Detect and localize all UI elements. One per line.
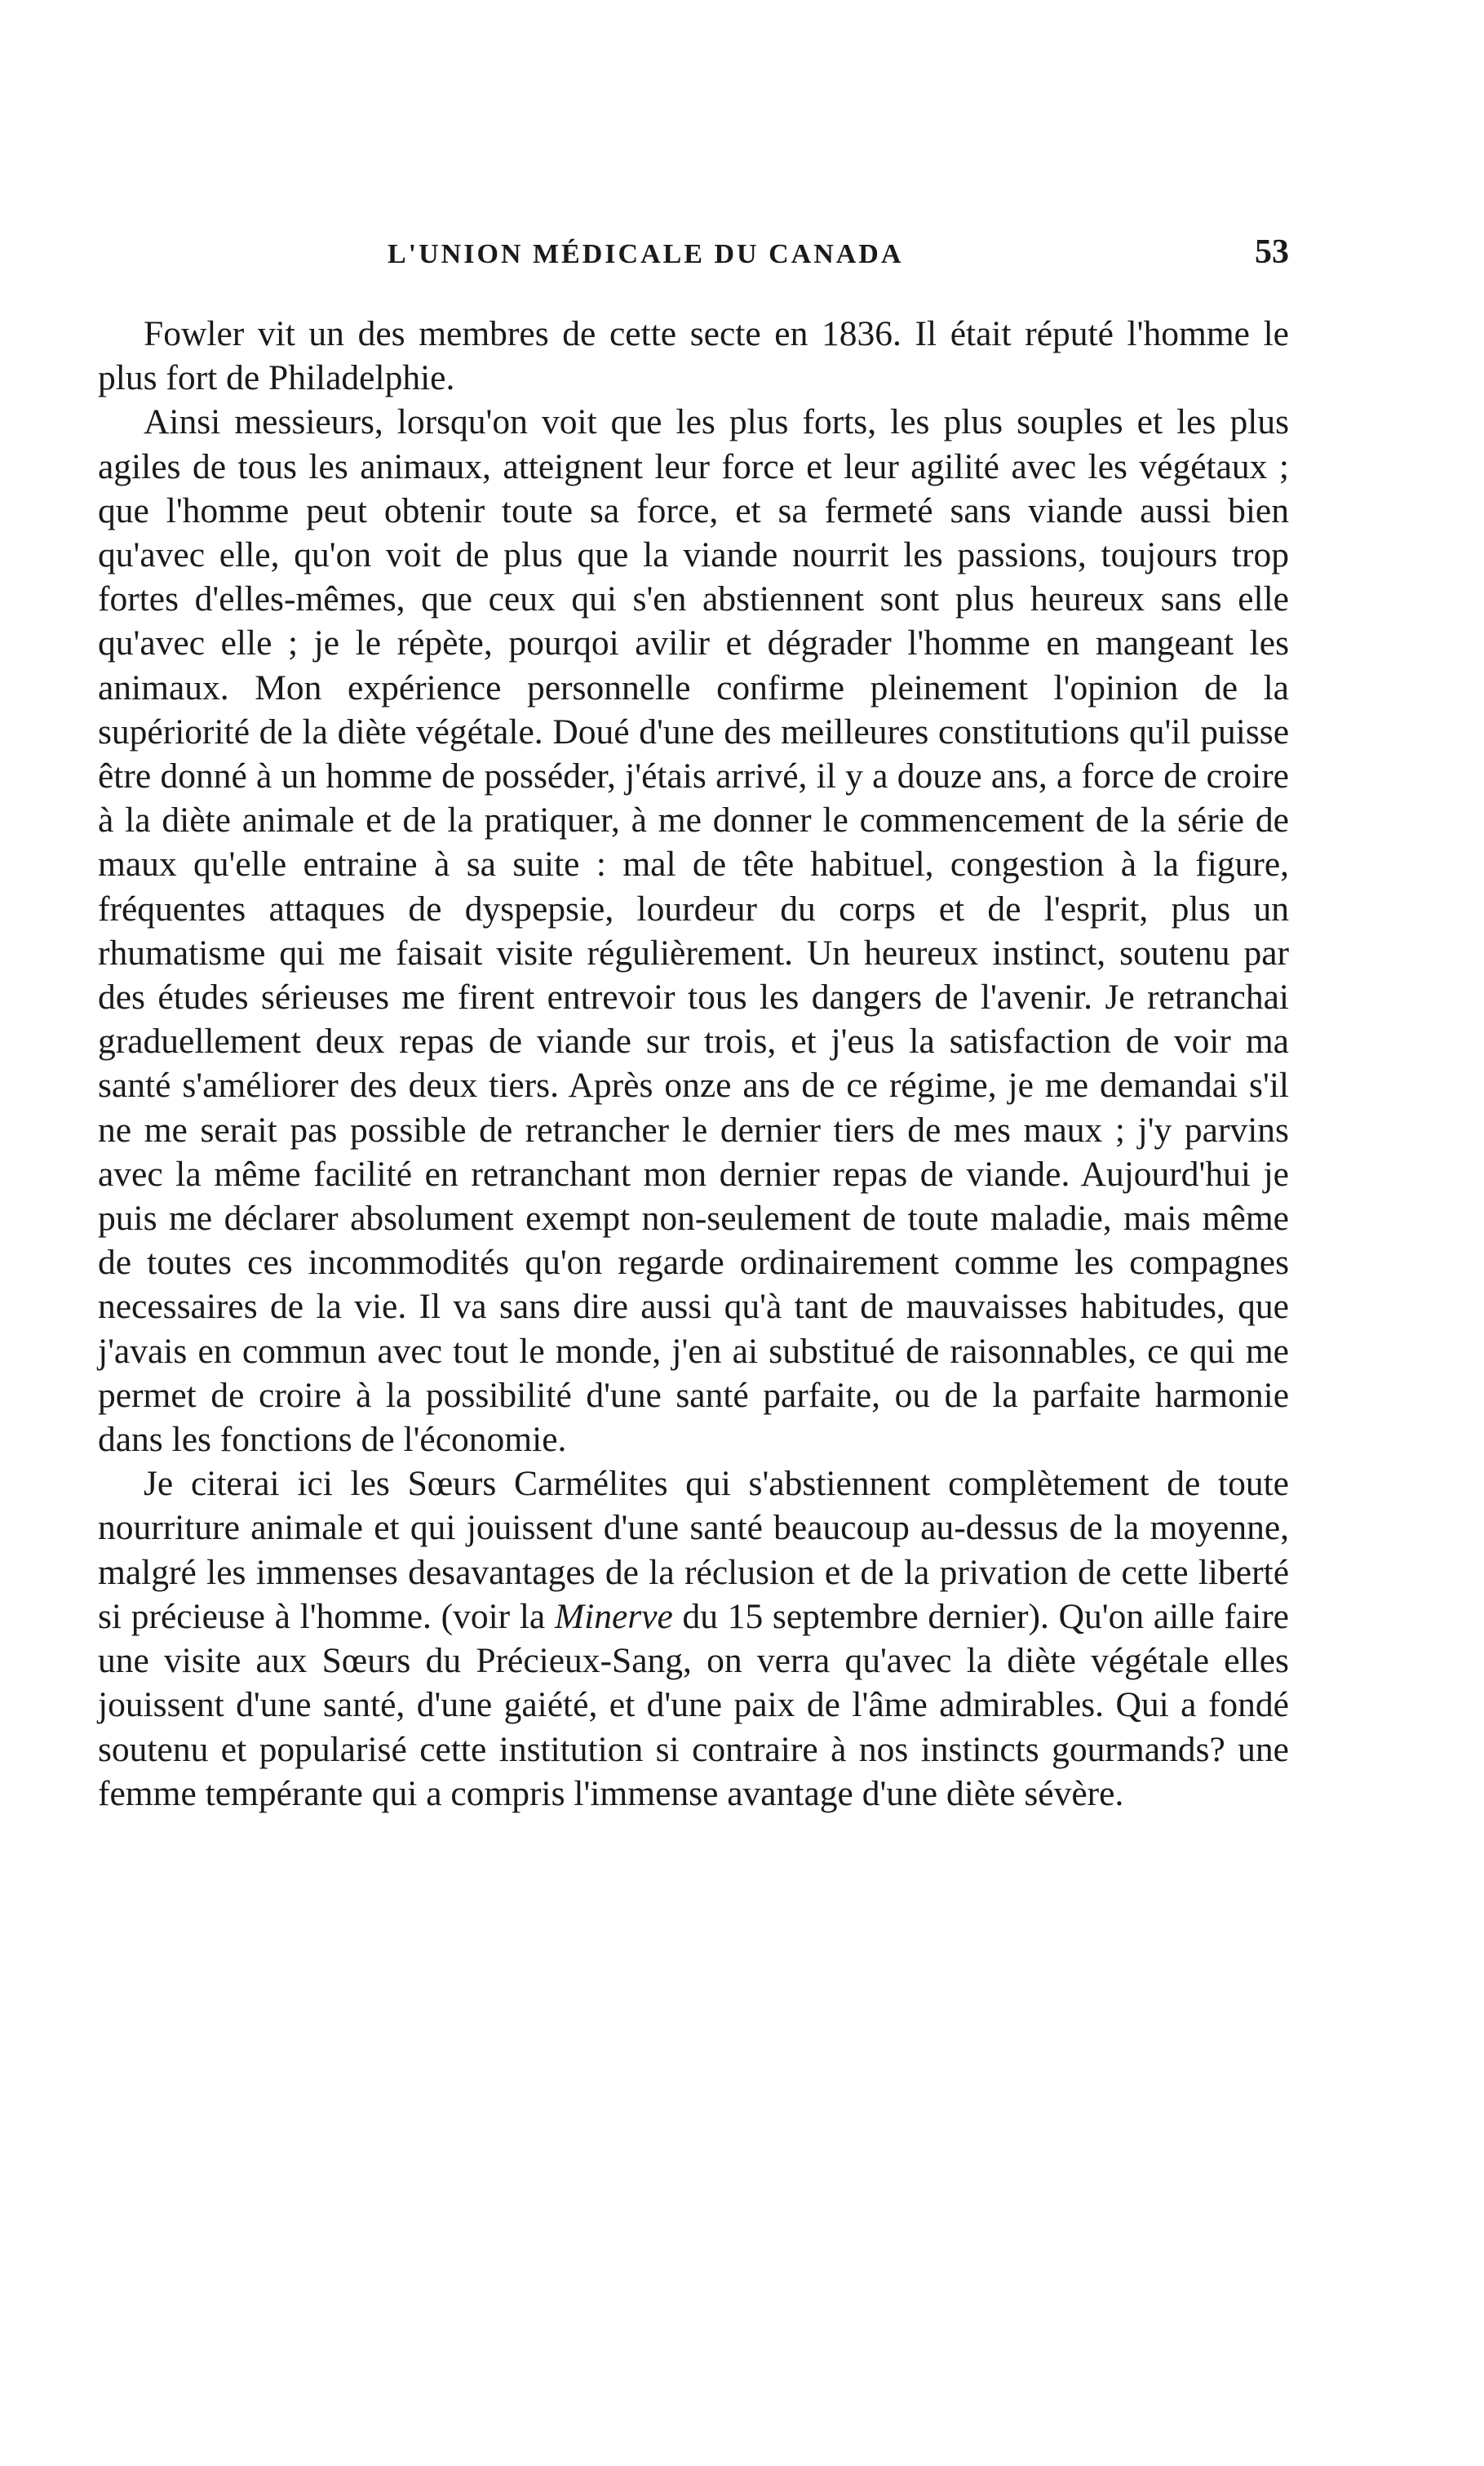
paragraph-1: Fowler vit un des membres de cette secte en 1836. Il était réputé l'homme le plus fort de Philadelphie.: [98, 314, 1289, 398]
paragraph-3-part-1: Je citerai ici les Sœurs Carmélites qui s'abstiennent complètement de toute nourriture animale et qui jouissent d'une santé beaucoup au-dessus de la moyenne, malgré les immenses desavantages de la réclusion et de la privation de cette liberté si précieuse à l'homme. (voir la: [98, 1464, 1289, 1636]
running-title: L'UNION MÉDICALE DU CANADA: [388, 239, 904, 269]
paragraph-2: Ainsi messieurs, lorsqu'on voit que les plus forts, les plus souples et les plus agiles de tous les animaux, atteignent leur force et leur agilité avec les végétaux ; que l'homme peut obtenir toute sa force, et sa fermeté sans viande aussi bien qu'avec elle, qu'on voit de plus que la viande nourrit les passions, toujours trop fortes d'elles-mêmes, que ceux qui s'en abstiennent sont plus heureux sans elle qu'avec elle ; je le répète, pourqoi avilir et dégrader l'homme en mangeant les animaux. Mon expérience personnelle confirme pleinement l'opinion de la supériorité de la diète végétale. Doué d'une des meilleures constitutions qu'il puisse être donné à un homme de posséder, j'étais arrivé, il y a douze ans, a force de croire à la diète animale et de la pratiquer, à me donner le commencement de la série de maux qu'elle entraine à sa suite : mal de tête habituel, congestion à la figure, fréquentes attaques de dyspepsie, lourdeur du corps et de l'esprit, plus un rhumatisme qui me faisait visite régulièrement. Un heureux instinct, soutenu par des études sérieuses me firent entrevoir tous les dangers de l'avenir. Je retranchai graduellement deux repas de viande sur trois, et j'eus la satisfaction de voir ma santé s'améliorer des deux tiers. Après onze ans de ce régime, je me demandai s'il ne me serait pas possible de retrancher le dernier tiers de mes maux ; j'y parvins avec la même facilité en retranchant mon dernier repas de viande. Aujourd'hui je puis me déclarer absolument exempt non-seulement de toute maladie, mais même de toutes ces incommodités qu'on regarde ordinairement comme les compagnes necessaires de la vie. Il va sans dire aussi qu'à tant de mauvaisses habitudes, que j'avais en commun avec tout le monde, j'en ai substitué de raisonnables, ce qui me permet de croire à la possibilité d'une santé parfaite, ou de la parfaite harmonie dans les fonctions de l'économie.: [98, 402, 1289, 1460]
running-header: [98, 233, 1289, 282]
paragraph-3-part-2: du 15 septembre dernier). Qu'on aille faire une visite aux Sœurs du Précieux-Sang, on verra qu'avec la diète végétale elles jouissent d'une santé, d'une gaiété, et d'une paix de l'âme admirables. Qui a fondé soutenu et popularisé cette institution si contraire à nos instincts gourmands? une femme tempérante qui a compris l'immense avantage d'une diète sévère.: [98, 1596, 1289, 1813]
paragraph-3: [98, 1461, 1289, 1816]
body-text: [98, 312, 1289, 1816]
page-number: 53: [1255, 233, 1289, 271]
minerve-italic: Minerve: [554, 1596, 673, 1636]
document-page: [98, 0, 1289, 2466]
